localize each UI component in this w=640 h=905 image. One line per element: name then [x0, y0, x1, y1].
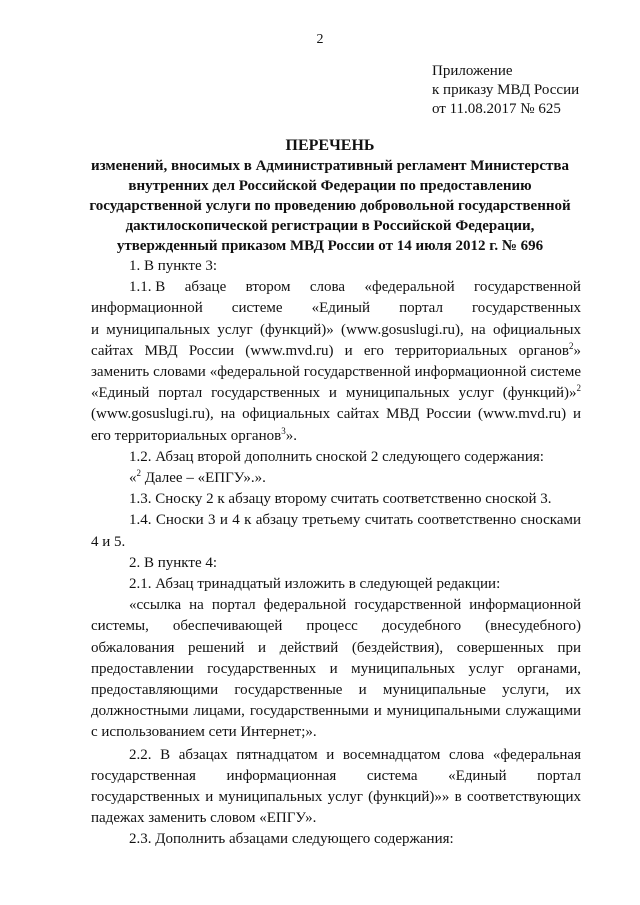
title-line-1: изменений, вносимых в Административный регламент Министерства	[90, 158, 570, 174]
title-heading: ПЕРЕЧЕНЬ	[285, 137, 375, 154]
text-run: (www.gosuslugi.ru), на официальных сайтах МВД России (www.mvd.ru) и его территориальных органов	[91, 406, 581, 444]
word: 1.1. В	[129, 279, 166, 296]
footnote-mark: 3	[281, 425, 286, 436]
approval-line-3: от 11.08.2017 № 625	[432, 101, 561, 117]
footnote-mark: 2	[136, 468, 141, 479]
approval-line-1: Приложение	[432, 63, 513, 79]
title-line-2: внутренних дел Российской Федерации по предоставлению	[128, 178, 532, 194]
paragraph-1-1-rest	[91, 320, 581, 447]
footnote-mark: 2	[576, 383, 581, 394]
text-run: ».	[285, 427, 297, 444]
paragraph-2-1-quote: «ссылка на портал федеральной государственной информационной системы, обеспечивающей процесс досудебного (внесудебного) обжалования решений и действий (бездействия), совершенных при предоставлении государственных и муниципальных услуг органами, предоставляющими государственные и муниципальные услуги, их должностными лицами, государственными и муниципальными служащими с использованием сети Интернет;».	[91, 597, 581, 741]
paragraph-1-2: 1.2. Абзац второй дополнить сноской 2 следующего содержания:	[129, 448, 544, 465]
page-number: 2	[316, 32, 324, 47]
word: государственной	[474, 279, 581, 296]
paragraph-2-3: 2.3. Дополнить абзацами следующего содержания:	[129, 831, 454, 848]
word: абзаце	[184, 279, 227, 296]
word: портал	[399, 300, 443, 317]
paragraph-1-1-line-2	[91, 298, 581, 319]
word: втором	[245, 279, 291, 296]
paragraph-1-2-quote	[91, 468, 581, 489]
paragraph-2: 2. В пункте 4:	[129, 554, 218, 571]
paragraph-2-1: 2.1. Абзац тринадцатый изложить в следующей редакции:	[129, 576, 501, 593]
title-line-5: утвержденный приказом МВД России от 14 июля 2012 г. № 696	[116, 238, 544, 254]
paragraph-1-1-line-1	[129, 277, 581, 298]
word: слова	[309, 279, 346, 296]
word: «федеральной	[364, 279, 455, 296]
word: «Единый	[311, 300, 371, 317]
document-body	[91, 256, 581, 851]
approval-line-2: к приказу МВД России	[432, 82, 580, 98]
paragraph-2-2: 2.2. В абзацах пятнадцатом и восемнадцатом слова «федеральная государственная информационная система «Единый портал государственных и муниципальных услуг (функций)»» в соответствующих падежах заменить словом «ЕПГУ».	[91, 746, 581, 827]
approval-block	[432, 62, 579, 119]
text-run: » заменить словами «федеральной государственной информационной системе «Единый портал государственных и муниципальных услуг (функций)»	[91, 342, 581, 402]
text-run: Далее – «ЕПГУ».».	[141, 470, 266, 487]
paragraph-1-4: 1.4. Сноски 3 и 4 к абзацу третьему считать соответственно сносками 4 и 5.	[91, 512, 581, 550]
word: государственных	[472, 300, 581, 317]
paragraph-1-3: 1.3. Сноску 2 к абзацу второму считать соответственно сноской 3.	[129, 491, 552, 508]
document-title	[80, 136, 580, 256]
paragraph-1: 1. В пункте 3:	[129, 258, 218, 274]
title-line-3: государственной услуги по проведению добровольной государственной	[89, 198, 571, 214]
title-line-4: дактилоскопической регистрации в Российской Федерации,	[125, 218, 535, 234]
text-run: и муниципальных услуг (функций)» (www.gosuslugi.ru), на официальных сайтах МВД России (www.mvd.ru) и его территориальных органов	[91, 321, 581, 359]
text-run: «	[129, 470, 137, 487]
word: системе	[231, 300, 283, 317]
footnote-mark: 2	[569, 340, 574, 351]
word: информационной	[91, 300, 203, 317]
